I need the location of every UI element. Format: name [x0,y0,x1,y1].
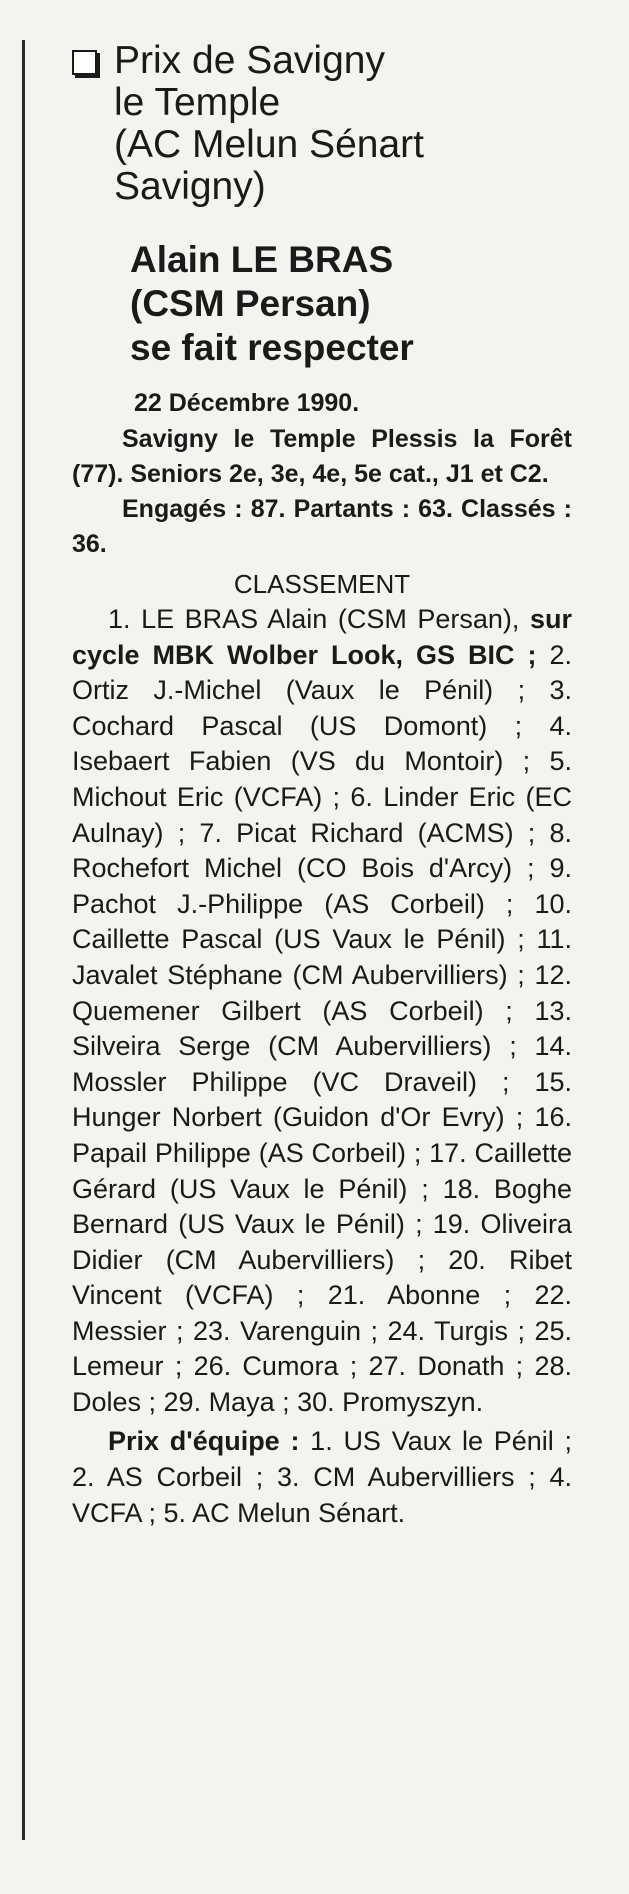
race-date: 22 Décembre 1990. [134,389,360,417]
title-line: (CSM Persan) [130,283,371,324]
heading-line: (AC Melun Sénart [114,123,424,166]
results-lead-bike: sur cycle MBK Wolber Look, GS BIC ; [72,604,572,670]
team-prize-paragraph [72,1423,572,1531]
heading-line: le Temple [114,81,281,124]
column-rule [22,40,25,1840]
title-line: se fait respecter [130,327,414,368]
results-list: 2. Ortiz J.-Michel (Vaux le Pénil) ; 3. Cochard Pascal (US Domont) ; 4. Isebaert Fabien (VS du Montoir) ; 5. Michout Eric (VCFA) ; 6. Linder Eric (EC Aulnay) ; 7. Picat Richard (ACMS) ; 8. Rochefort Michel (CO Bois d'Arcy) ; 9. Pachot J.-Philippe (AS Corbeil) ; 10. Caillette Pascal (US Vaux le Pénil) ; 11. Javalet Stéphane (CM Aubervilliers) ; 12. Quemener Gilbert (AS Corbeil) ; 13. Silveira Serge (CM Aubervilliers) ; 14. Mossler Philippe (VC Draveil) ; 15. Hunger Norbert (Guidon d'Or Evry) ; 16. Papail Philippe (AS Corbeil) ; 17. Caillette Gérard (US Vaux le Pénil) ; 18. Boghe Bernard (US Vaux le Pénil) ; 19. Oliveira Didier (CM Aubervilliers) ; 20. Ribet Vincent (VCFA) ; 21. Abonne ; 22. Messier ; 23. Varenguin ; 24. Turgis ; 25. Lemeur ; 26. Cumora ; 27. Donath ; 28. Doles ; 29. Maya ; 30. Promyszyn. [72,639,572,1418]
article [72,40,572,1531]
race-entries: Engagés : 87. Partants : 63. Classés : 36. [72,495,572,558]
event-heading [72,40,572,208]
heading-line: Savigny) [114,165,266,208]
title-line: Alain LE BRAS [130,239,394,280]
team-prize-text: 1. US Vaux le Pénil ; 2. AS Corbeil ; 3. CM Aubervilliers ; 4. VCFA ; 5. AC Melun Sénart. [72,1425,573,1528]
results-lead: 1. LE BRAS Alain (CSM Persan), [108,604,530,634]
results-paragraph [72,602,572,1421]
race-location: Savigny le Temple Plessis la Forêt (77). Seniors 2e, 3e, 4e, 5e cat., J1 et C2. [72,425,572,488]
article-title [72,238,572,370]
team-prize-label: Prix d'équipe : [108,1425,300,1456]
checkbox-bullet-icon [72,50,97,75]
section-title: CLASSEMENT [233,569,411,599]
heading-line: Prix de Savigny [114,39,385,82]
